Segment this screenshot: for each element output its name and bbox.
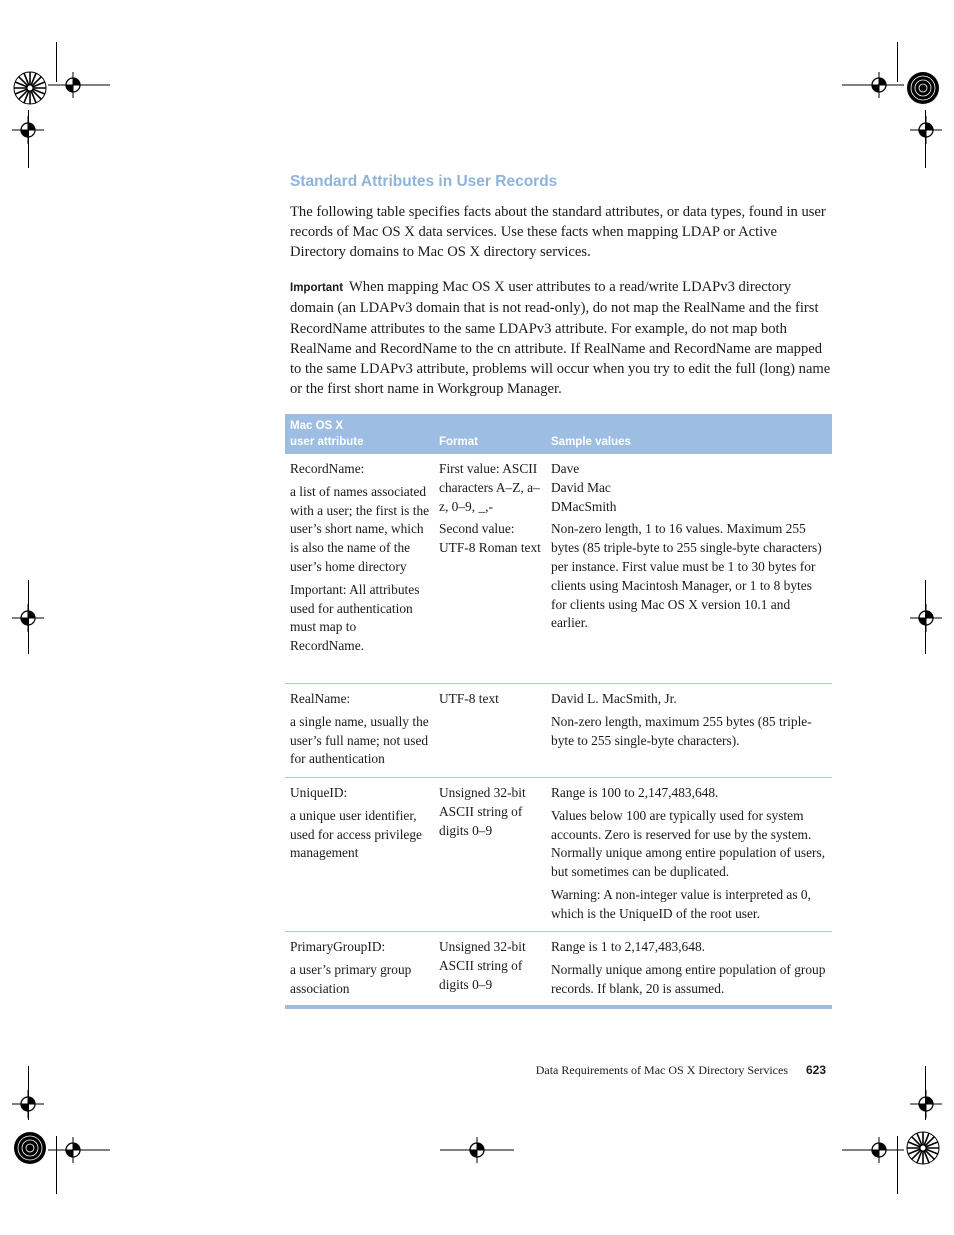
- registration-mark-icon: [842, 72, 904, 98]
- registration-mark-icon: [440, 1137, 514, 1163]
- samples-cell: [551, 690, 827, 754]
- attribute-name: UniqueID:: [290, 785, 348, 800]
- section-title: Standard Attributes in User Records: [290, 173, 558, 190]
- page-number: 623: [806, 1063, 827, 1077]
- sample-warning: Warning: A non-integer value is interpreted as 0, which is the UniqueID of the root user.: [551, 886, 811, 921]
- registration-mark-icon: [12, 1090, 44, 1118]
- registration-mark-icon: [842, 1137, 904, 1163]
- important-text: When mapping Mac OS X user attributes to a read/write LDAPv3 directory domain (an LDAPv3 domain that is not read-only), do not map the RealName and the first RecordName attributes to the same LDAPv3 attribute. For example, do not map both RealName and RecordName to the cn attribute. If RealName and RecordName are mapped to the same LDAPv3 attribute, problems will occur when you try to edit the full (long) name or the first short name in Workgroup Manager.: [290, 279, 831, 398]
- attribute-note: Important: All attributes used for authentication must map to RecordName.: [290, 581, 420, 654]
- registration-mark-icon: [910, 1090, 942, 1118]
- attribute-description: a unique user identifier, used for access privilege management: [290, 807, 422, 861]
- format-cell: [439, 460, 543, 562]
- header-attribute-line1: Mac OS X: [290, 420, 344, 432]
- registration-mark-icon: [12, 116, 44, 144]
- attribute-name: RecordName:: [290, 461, 365, 476]
- attribute-cell: [290, 460, 430, 660]
- sample-notes: Values below 100 are typically used for system accounts. Zero is reserved for use by the system. Normally unique among entire population of users, but sometimes can be duplicated.: [551, 807, 826, 880]
- concentric-target-icon: [12, 1130, 48, 1166]
- sample-value: Dave: [551, 461, 580, 476]
- format-text: First value: ASCII characters A–Z, a–z, 0–9, _,-: [439, 461, 540, 514]
- samples-cell: [551, 784, 827, 928]
- sample-value: DMacSmith: [551, 498, 617, 514]
- table-row: [285, 778, 832, 932]
- attribute-cell: [290, 690, 430, 773]
- attribute-name: RealName:: [290, 691, 351, 706]
- star-target-icon: [905, 1130, 941, 1166]
- table-row: [285, 932, 832, 1009]
- header-attribute: [290, 418, 364, 450]
- format-text: Unsigned 32-bit ASCII string of digits 0–9: [439, 939, 526, 992]
- sample-value: David Mac: [551, 479, 611, 495]
- header-samples: Sample values: [551, 436, 631, 448]
- concentric-target-icon: [905, 70, 941, 106]
- attribute-description: a user’s primary group association: [290, 961, 412, 996]
- sample-notes: Non-zero length, maximum 255 bytes (85 triple-byte to 255 single-byte characters).: [551, 713, 812, 748]
- sample-notes: Non-zero length, 1 to 16 values. Maximum 255 bytes (85 triple-byte to 255 single-byte characters) per instance. First value must be 1 to 30 bytes for clients using Macintosh Manager, or 1 to 8 bytes for clients using Mac OS X version 10.1 and earlier.: [551, 521, 822, 631]
- important-note: [290, 277, 835, 400]
- samples-cell: [551, 938, 827, 1002]
- format-cell: [439, 938, 543, 998]
- format-cell: [439, 690, 543, 713]
- registration-mark-icon: [910, 116, 942, 144]
- sample-value: Range is 1 to 2,147,483,648.: [551, 939, 705, 954]
- running-footer: Data Requirements of Mac OS X Directory Services: [535, 1063, 788, 1077]
- attributes-table: [285, 414, 832, 1009]
- star-target-icon: [12, 70, 48, 106]
- registration-mark-icon: [910, 604, 942, 632]
- intro-paragraph: The following table specifies facts about the standard attributes, or data types, found in user records of Mac OS X data services. Use these facts when mapping LDAP or Active Directory domains to Mac OS X directory services.: [290, 204, 826, 261]
- samples-cell: [551, 460, 827, 637]
- sample-value: David L. MacSmith, Jr.: [551, 691, 677, 706]
- sample-notes: Normally unique among entire population of group records. If blank, 20 is assumed.: [551, 961, 826, 996]
- table-header: [285, 414, 832, 454]
- attribute-name: PrimaryGroupID:: [290, 939, 386, 954]
- table-row: [285, 684, 832, 778]
- registration-mark-icon: [48, 1137, 110, 1163]
- table-row: [285, 454, 832, 684]
- registration-mark-icon: [12, 604, 44, 632]
- attribute-description: a list of names associated with a user; the first is the user’s short name, which is also the name of the user’s home directory: [290, 483, 430, 574]
- header-format: Format: [439, 436, 478, 448]
- attribute-cell: [290, 938, 430, 1002]
- header-attribute-line2: user attribute: [290, 436, 364, 448]
- format-text: UTF-8 text: [439, 691, 499, 706]
- attribute-cell: [290, 784, 430, 867]
- format-cell: [439, 784, 543, 844]
- format-text: Second value: UTF-8 Roman text: [439, 521, 541, 556]
- format-text: Unsigned 32-bit ASCII string of digits 0–9: [439, 785, 526, 838]
- sample-value: Range is 100 to 2,147,483,648.: [551, 785, 719, 800]
- attribute-description: a single name, usually the user’s full name; not used for authentication: [290, 713, 429, 767]
- important-label: Important: [290, 282, 344, 294]
- registration-mark-icon: [48, 72, 110, 98]
